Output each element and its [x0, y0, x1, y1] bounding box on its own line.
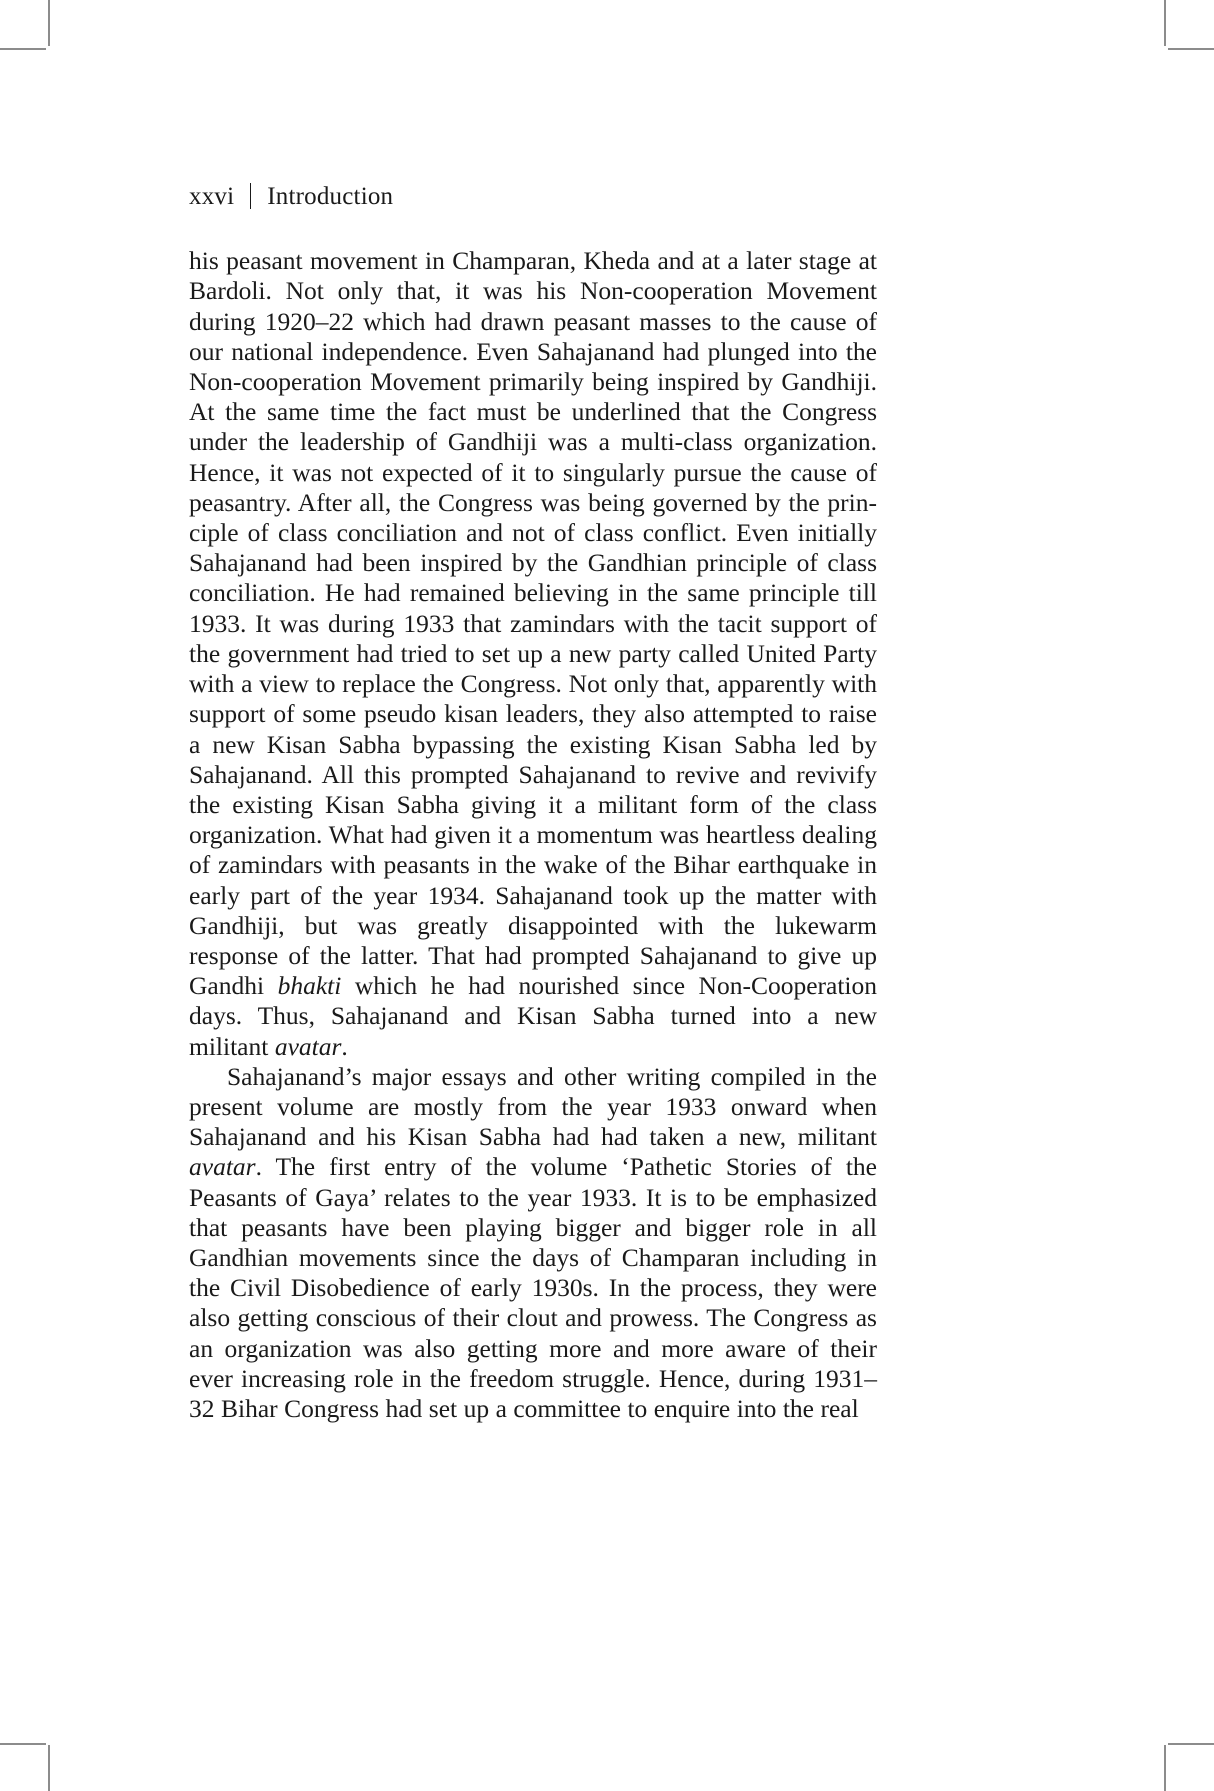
running-header-divider — [250, 183, 251, 209]
running-header-chapter-title: Introduction — [267, 183, 394, 210]
body-paragraph-2: Sahajanand’s major essays and other writing compiled in the present volume are mostly from the year 1933 onward when Sahajanand and his Kisan Sabha had had taken a new, militant avatar. The first entry of the volume ‘Pathetic Stories of the Peasants of Gaya’ relates to the year 1933. It is to be emphasized that peasants have been playing bigger and bigger role in all Gandhian movements since the days of Champaran including in the Civil Disobedience of early 1930s. In the process, they were also getting conscious of their clout and prowess. The Congress as an organization was also getting more and more aware of their ever increasing role in the freedom struggle. Hence, during 1931–32 Bihar Congress had set up a committee to enquire into the real — [189, 1061, 877, 1423]
page-folio-number: xxvi — [189, 183, 235, 210]
running-header — [189, 178, 877, 212]
body-paragraph-1: his peasant movement in Champaran, Kheda and at a later stage at Bardoli. Not only that, it was his Non-cooperation Movement during 1920–22 which had drawn peasant masses to the cause of our national independence. Even Sahajanand had plunged into the Non-cooperation Movement primarily being inspired by Gandhiji. At the same time the fact must be underlined that the Congress under the leadership of Gandhiji was a multi-class organization. Hence, it was not expected of it to singularly pursue the cause of peasantry. After all, the Congress was being governed by the prin-ciple of class conciliation and not of class conflict. Even initially Sahajanand had been inspired by the Gandhian principle of class conciliation. He had remained believing in the same principle till 1933. It was during 1933 that zamindars with the tacit support of the government had tried to set up a new party called United Party with a view to replace the Congress. Not only that, apparently with support of some pseudo kisan leaders, they also attempted to raise a new Kisan Sabha bypassing the existing Kisan Sabha led by Sahajanand. All this prompted Sahajanand to revive and revivify the existing Kisan Sabha giving it a militant form of the class organization. What had given it a momentum was heartless dealing of zamindars with peasants in the wake of the Bihar earthquake in early part of the year 1934. Sahajanand took up the matter with Gandhiji, but was greatly disappointed with the lukewarm response of the latter. That had prompted Sahajanand to give up Gandhi bhakti which he had nourished since Non-Cooperation days. Thus, Sahajanand and Kisan Sabha turned into a new militant avatar. — [189, 246, 877, 1061]
crop-mark-bottom-left-vertical — [48, 1745, 50, 1791]
crop-mark-bottom-right-horizontal — [1168, 1743, 1214, 1745]
crop-mark-bottom-left-horizontal — [0, 1743, 46, 1745]
crop-mark-bottom-right-vertical — [1164, 1745, 1166, 1791]
text-block — [189, 178, 877, 1424]
crop-mark-top-right-vertical — [1164, 0, 1166, 46]
crop-mark-top-left-horizontal — [0, 48, 46, 50]
crop-mark-top-left-vertical — [48, 0, 50, 46]
crop-mark-top-right-horizontal — [1168, 48, 1214, 50]
